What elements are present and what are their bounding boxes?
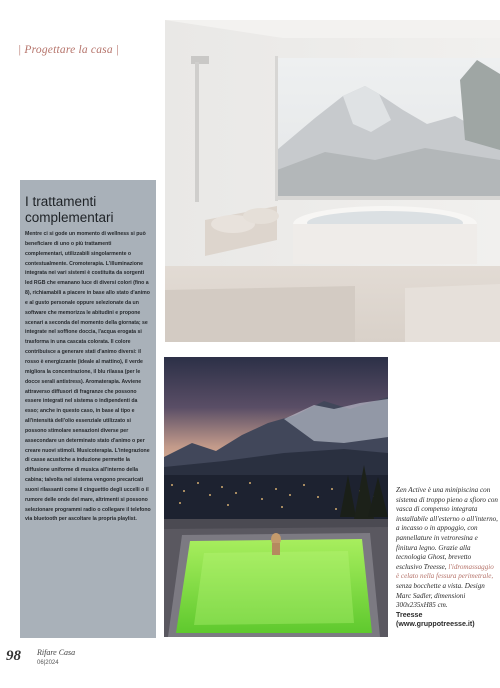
magazine-name: Rifare Casa [37, 648, 76, 657]
sidebar-body: Mentre ci si gode un momento di wellness si può beneficiare di uno o più trattamenti complementari, utilizzabili singolarmente o contestualmente. Cromoterapia. L'illuminazione integrata nei vari sistemi è costituita da sorgenti led RGB che emanano luce di diversi colori (fino a 8), richiamabili a piacere in base allo stato d'animo e al gusto personale oppure selezionate da un software che memorizza le abitudini e propone scenari a seconda del momento della giornata; se integrate nel soffione doccia, l'acqua erogata si trasforma in una cascata colorata. Il colore contribuisce a generare stati d'animo diversi: il rosso è energizzante (ideale al mattino), il verde migliora la concentrazione, il blu rilassa (per le docce serali antistress). Aromaterapia. Avviene attraverso diffusori di fragranze che possono essere integrati nel sistema o indipendenti da esso; anche in questo caso, in base al tipo e all'intensità dell'olio essenziale utilizzato si possono stimolare sensazioni diverse per assecondare un determinato stato d'animo o per creare nuovi stimoli. Musicoterapia. L'integrazione di casse acustiche a induzione permette la diffusione uniforme di musica all'interno della cabina; talvolta nel sistema vengono precaricati suoni rilassanti come il cinguettio degli uccelli o il rumore delle onde del mare, altrimenti si possono selezionare programmi radio o collegare il telefono via bluetooth per ascoltare la propria playlist. [25, 231, 151, 523]
caption-intro: Zen Active è una minipiscina con sistema di troppo pieno a sfioro con vasca di compenso integrata installabile all'esterno o all'interno, a incasso o in appoggio, con pannellature in vetroresina e finitura legno. Grazie alla tecnologia Ghost, brevetto esclusivo Treesse, [396, 486, 498, 571]
photo-caption [396, 486, 498, 630]
caption-rest: senza bocchette a vista. Design Marc Sadler, dimensioni 300x235xH85 cm. [396, 581, 485, 610]
sidebar-title: I trattamenti complementari [25, 194, 114, 225]
caption-website[interactable]: (www.gruppotreesse.it) [396, 620, 475, 629]
magazine-footer [37, 648, 75, 668]
caption-brand: Treesse [396, 610, 423, 619]
page-number: 98 [6, 648, 21, 664]
outdoor-pool-photo [164, 357, 388, 637]
caption-accent: l'idromassaggio è celato nella fessura perimetrale, [396, 562, 494, 581]
section-label: | Progettare la casa | [18, 44, 120, 56]
spa-interior-photo [165, 20, 500, 342]
issue-date: 06|2024 [37, 660, 59, 666]
sidebar-box [20, 180, 156, 638]
